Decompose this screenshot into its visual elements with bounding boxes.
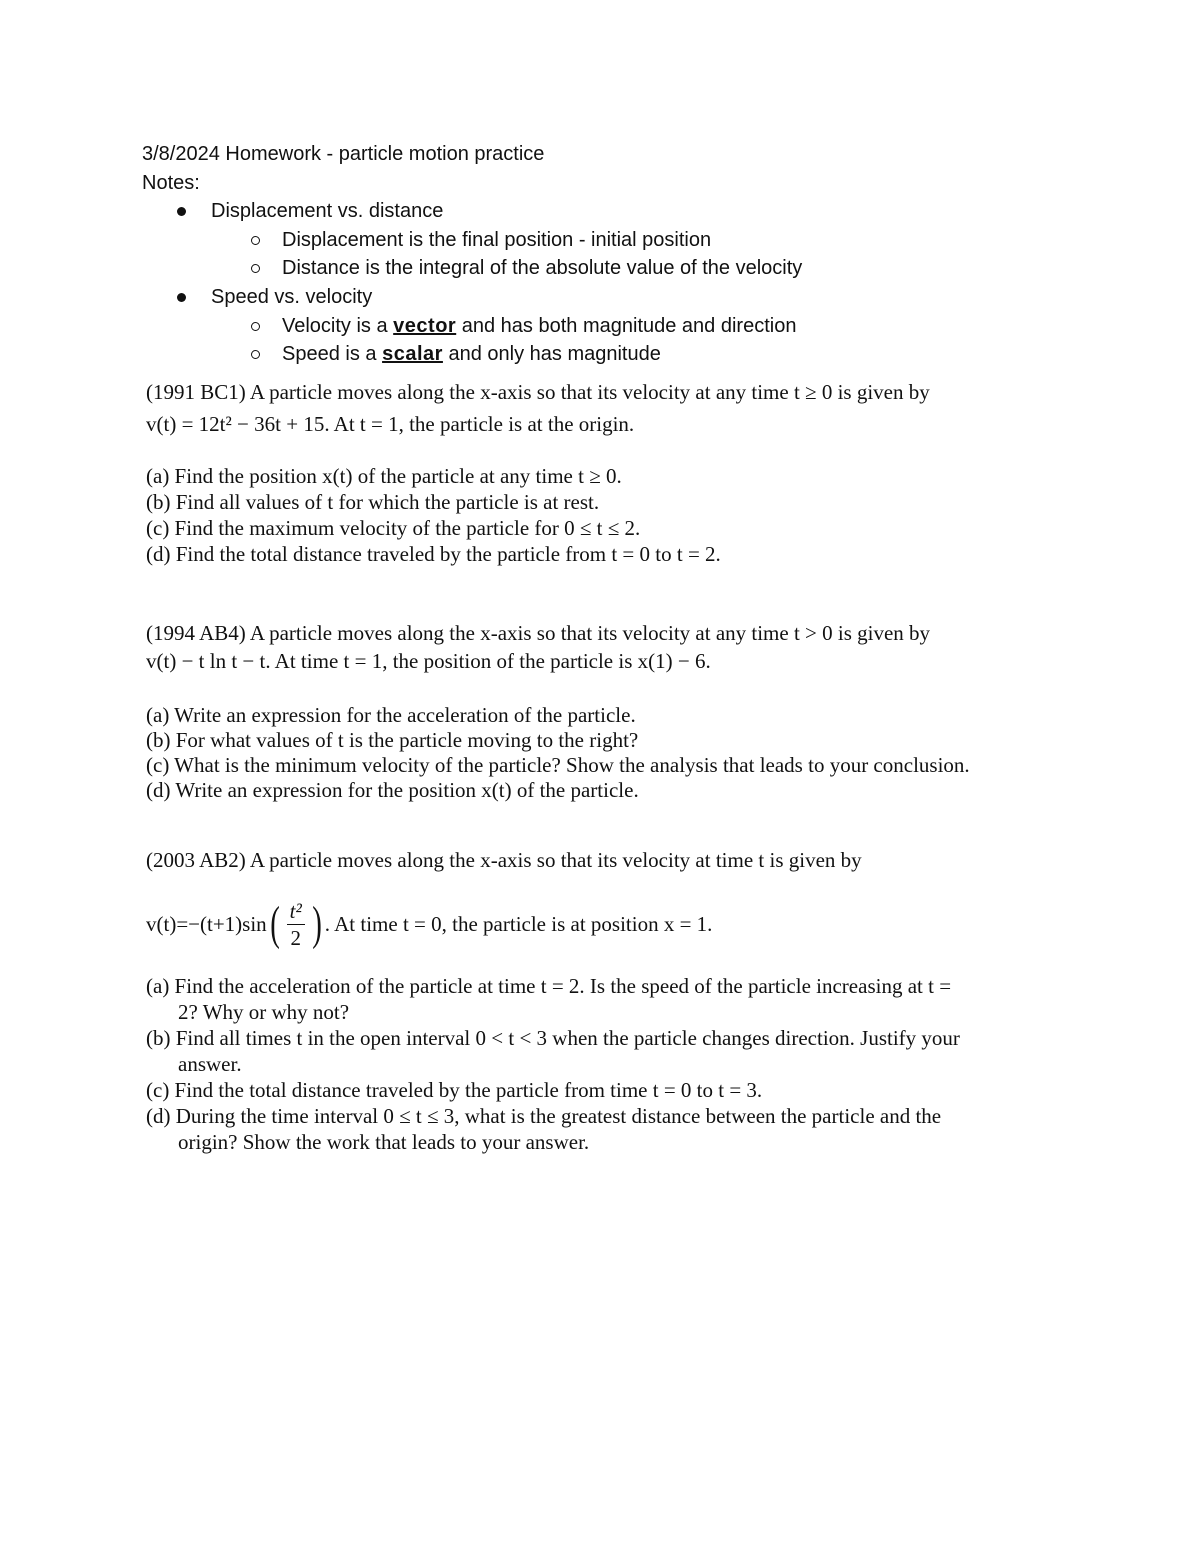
part-d: (d) Write an expression for the position x(t) of the particle. [146, 778, 639, 802]
keyword-scalar: scalar [382, 343, 443, 366]
part-a: (a) Write an expression for the acceleration of the particle. [146, 703, 636, 727]
hollow-bullet-icon [251, 236, 260, 245]
list-item-label: Speed vs. velocity [211, 285, 373, 308]
part-b: (b) Find all times t in the open interval 0 < t < 3 when the particle changes direction. Justify your [146, 1026, 960, 1050]
part-c: (c) What is the minimum velocity of the particle? Show the analysis that leads to your conclusion. [146, 753, 970, 777]
list-item-label: Displacement is the final position - initial position [282, 228, 712, 251]
right-paren-icon: ) [312, 897, 322, 950]
hollow-bullet-icon [251, 350, 260, 359]
problem-2003-ab2 [146, 847, 960, 1155]
notes-label: Notes: [142, 171, 200, 194]
problem-intro: v(t) = 12t² − 36t + 15. At t = 1, the particle is at the origin. [146, 412, 635, 436]
part-c: (c) Find the maximum velocity of the particle for 0 ≤ t ≤ 2. [146, 516, 641, 540]
notes-section [142, 140, 802, 369]
list-item [142, 283, 802, 312]
equation-right: . At time t = 0, the particle is at position x = 1. [324, 912, 713, 936]
part-a: (a) Find the position x(t) of the particle at any time t ≥ 0. [146, 464, 622, 488]
list-item [142, 312, 802, 341]
part-c: (c) Find the total distance traveled by the particle from time t = 0 to t = 3. [146, 1078, 763, 1102]
left-paren-icon: ( [269, 897, 280, 950]
part-b-cont: answer. [178, 1052, 242, 1076]
part-b: (b) For what values of t is the particle moving to the right? [146, 728, 639, 752]
text-segment: Velocity is a [282, 314, 394, 337]
equation-left: v(t)=−(t+1)sin [146, 912, 267, 936]
text-segment: and has both magnitude and direction [456, 314, 797, 337]
fraction-numerator: t² [287, 898, 305, 925]
part-a-cont: 2? Why or why not? [178, 1000, 350, 1024]
fraction-denominator: 2 [290, 925, 301, 950]
problem-intro: (1991 BC1) A particle moves along the x-axis so that its velocity at any time t ≥ 0 is given by [146, 380, 930, 404]
velocity-equation [146, 875, 960, 973]
list-item [142, 340, 802, 369]
list-item [142, 254, 802, 283]
list-item [142, 226, 802, 255]
part-a: (a) Find the acceleration of the particle at time t = 2. Is the speed of the particle increasing at t = [146, 974, 952, 998]
problem-1994-ab4 [146, 620, 970, 802]
problem-intro: (2003 AB2) A particle moves along the x-axis so that its velocity at time t is given by [146, 848, 862, 872]
part-b: (b) Find all values of t for which the particle is at rest. [146, 490, 600, 514]
fraction [287, 898, 305, 951]
page-title: 3/8/2024 Homework - particle motion practice [142, 143, 545, 165]
problem-intro: (1994 AB4) A particle moves along the x-axis so that its velocity at any time t > 0 is given by [146, 621, 931, 645]
hollow-bullet-icon [251, 264, 260, 273]
problem-intro: v(t) − t ln t − t. At time t = 1, the position of the particle is x(1) − 6. [146, 649, 711, 673]
filled-bullet-icon [177, 293, 186, 302]
problem-1991-bc1 [146, 379, 930, 567]
list-item-label: Distance is the integral of the absolute value of the velocity [282, 257, 803, 280]
keyword-vector: vector [393, 314, 457, 337]
list-item-label: Displacement vs. distance [211, 200, 444, 223]
filled-bullet-icon [177, 207, 186, 216]
part-d: (d) Find the total distance traveled by the particle from t = 0 to t = 2. [146, 542, 721, 566]
part-d: (d) During the time interval 0 ≤ t ≤ 3, what is the greatest distance between the particle and the [146, 1104, 942, 1128]
list-item [142, 197, 802, 226]
hollow-bullet-icon [251, 322, 260, 331]
part-d-cont: origin? Show the work that leads to your answer. [178, 1130, 590, 1154]
text-segment: Speed is a [282, 343, 383, 366]
text-segment: and only has magnitude [442, 343, 661, 366]
